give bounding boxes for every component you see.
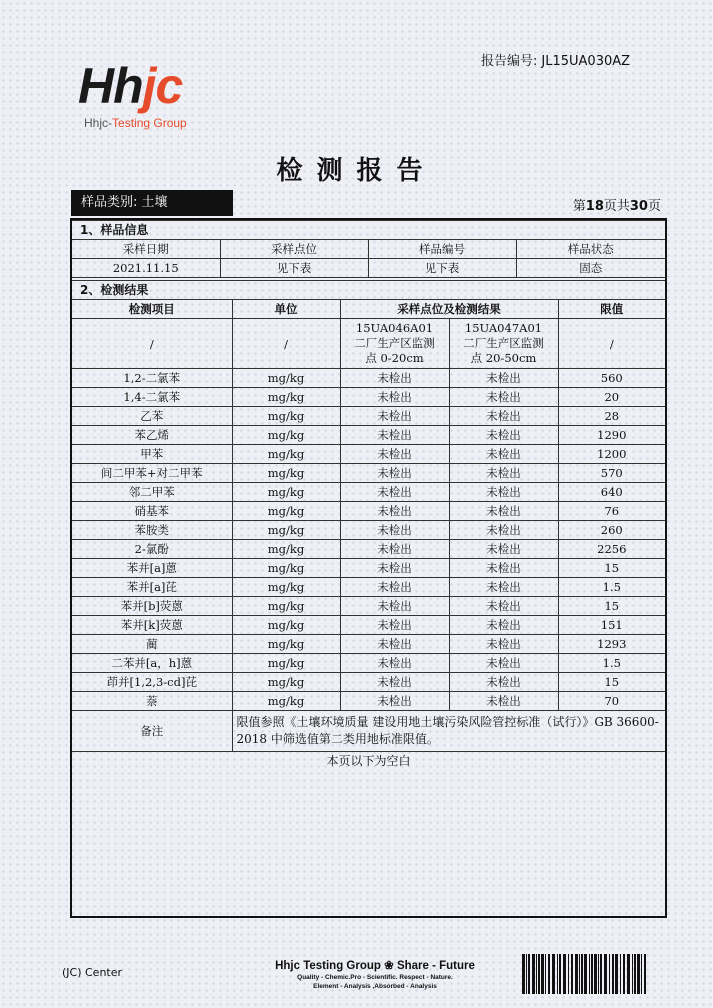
row-item: 苯并[a]芘 <box>72 578 232 597</box>
row-limit: 260 <box>558 521 665 540</box>
row-unit: mg/kg <box>232 464 340 483</box>
footer-slogan-line3: Element - Analysis ,Absorbed - Analysis <box>313 983 437 990</box>
sub-point-2: 15UA047A01 二厂生产区监测 点 20-50cm <box>449 319 558 369</box>
row-unit: mg/kg <box>232 692 340 711</box>
table-row <box>72 540 665 559</box>
row-limit: 560 <box>558 369 665 388</box>
row-result-1: 未检出 <box>340 673 449 692</box>
page-suffix: 页 <box>647 199 661 214</box>
row-unit: mg/kg <box>232 426 340 445</box>
row-result-1: 未检出 <box>340 426 449 445</box>
page-total: 30 <box>629 199 648 214</box>
row-result-2: 未检出 <box>449 673 558 692</box>
row-result-2: 未检出 <box>449 616 558 635</box>
row-item: 甲苯 <box>72 445 232 464</box>
row-limit: 20 <box>558 388 665 407</box>
row-limit: 640 <box>558 483 665 502</box>
col-unit: 单位 <box>232 300 340 319</box>
row-result-1: 未检出 <box>340 559 449 578</box>
page-mid: 页共 <box>603 199 630 214</box>
row-unit: mg/kg <box>232 407 340 426</box>
row-result-1: 未检出 <box>340 616 449 635</box>
row-limit: 1.5 <box>558 578 665 597</box>
row-item: 苯并[k]荧蒽 <box>72 616 232 635</box>
row-result-2: 未检出 <box>449 654 558 673</box>
footer-slogan-line1: Hhjc Testing Group ❀ Share - Future <box>275 960 475 972</box>
row-item: 1,4-二氯苯 <box>72 388 232 407</box>
sample-info-section-title: 1、样品信息 <box>72 221 665 240</box>
logo-tag-a: Hhjc- <box>84 116 113 130</box>
blank-note: 本页以下为空白 <box>326 754 411 768</box>
row-limit: 570 <box>558 464 665 483</box>
table-row <box>72 388 665 407</box>
row-result-1: 未检出 <box>340 654 449 673</box>
sample-info-table <box>72 220 665 278</box>
col-sampling-date: 采样日期 <box>72 240 220 259</box>
row-unit: mg/kg <box>232 654 340 673</box>
logo-jc: jc <box>142 58 183 114</box>
row-result-2: 未检出 <box>449 464 558 483</box>
row-result-1: 未检出 <box>340 578 449 597</box>
remark-text: 限值参照《土壤环境质量 建设用地土壤污染风险管控标准（试行）》GB 36600-2018 中筛选值第二类用地标准限值。 <box>232 711 665 752</box>
report-number <box>481 50 630 69</box>
row-item: 苯并[a]蒽 <box>72 559 232 578</box>
row-limit: 15 <box>558 597 665 616</box>
table-row <box>72 521 665 540</box>
row-unit: mg/kg <box>232 369 340 388</box>
row-result-2: 未检出 <box>449 483 558 502</box>
row-unit: mg/kg <box>232 388 340 407</box>
document-title: 检测报告 <box>276 156 437 186</box>
sample-category: 样品类别: 土壤 <box>71 190 233 216</box>
row-unit: mg/kg <box>232 559 340 578</box>
row-unit: mg/kg <box>232 635 340 654</box>
table-row <box>72 578 665 597</box>
row-item: 间二甲苯+对二甲苯 <box>72 464 232 483</box>
row-limit: 76 <box>558 502 665 521</box>
footer-slogan-line2: Quality - Chemic.Pro - Scientific. Respect - Nature. <box>297 974 453 981</box>
row-item: 苯乙烯 <box>72 426 232 445</box>
table-row <box>72 635 665 654</box>
row-result-1: 未检出 <box>340 464 449 483</box>
page-indicator <box>573 195 661 214</box>
row-item: 邻二甲苯 <box>72 483 232 502</box>
row-item: 萘 <box>72 692 232 711</box>
company-logo <box>78 56 228 134</box>
row-result-1: 未检出 <box>340 597 449 616</box>
row-result-1: 未检出 <box>340 369 449 388</box>
report-number-label: 报告编号: <box>481 54 538 69</box>
row-result-1: 未检出 <box>340 483 449 502</box>
row-item: 苯胺类 <box>72 521 232 540</box>
row-unit: mg/kg <box>232 483 340 502</box>
sub-unit: / <box>232 319 340 369</box>
row-result-1: 未检出 <box>340 692 449 711</box>
row-result-2: 未检出 <box>449 445 558 464</box>
row-result-1: 未检出 <box>340 635 449 654</box>
logo-tag-b: Testing Group <box>112 116 187 130</box>
table-row <box>72 597 665 616</box>
table-row <box>72 426 665 445</box>
row-result-2: 未检出 <box>449 597 558 616</box>
table-row <box>72 559 665 578</box>
report-number-value: JL15UA030AZ <box>541 54 631 69</box>
row-unit: mg/kg <box>232 521 340 540</box>
table-row <box>72 654 665 673</box>
row-limit: 2256 <box>558 540 665 559</box>
col-sample-id: 样品编号 <box>368 240 516 259</box>
table-row <box>72 673 665 692</box>
row-limit: 1200 <box>558 445 665 464</box>
table-row <box>72 464 665 483</box>
row-result-1: 未检出 <box>340 407 449 426</box>
footer-slogan <box>275 958 475 990</box>
footer-center-label: (JC) Center <box>62 966 123 979</box>
row-limit: 15 <box>558 559 665 578</box>
results-section-title: 2、检测结果 <box>72 281 665 300</box>
row-result-2: 未检出 <box>449 540 558 559</box>
row-unit: mg/kg <box>232 578 340 597</box>
results-rows <box>72 369 665 711</box>
val-sampling-point: 见下表 <box>220 259 368 278</box>
results-table <box>72 280 665 770</box>
page-prefix: 第 <box>572 199 586 214</box>
row-result-1: 未检出 <box>340 388 449 407</box>
table-row <box>72 445 665 464</box>
row-result-2: 未检出 <box>449 635 558 654</box>
page-current: 18 <box>585 199 604 214</box>
col-sampling-point: 采样点位 <box>220 240 368 259</box>
row-unit: mg/kg <box>232 673 340 692</box>
row-item: 2-氯酚 <box>72 540 232 559</box>
row-result-2: 未检出 <box>449 388 558 407</box>
row-result-2: 未检出 <box>449 502 558 521</box>
row-limit: 28 <box>558 407 665 426</box>
col-test-item: 检测项目 <box>72 300 232 319</box>
val-sample-id: 见下表 <box>368 259 516 278</box>
remark-label: 备注 <box>72 711 232 752</box>
col-sample-state: 样品状态 <box>516 240 665 259</box>
logo-wordmark <box>78 56 182 116</box>
row-result-2: 未检出 <box>449 521 558 540</box>
row-unit: mg/kg <box>232 616 340 635</box>
table-row <box>72 369 665 388</box>
table-row <box>72 692 665 711</box>
row-limit: 151 <box>558 616 665 635</box>
row-unit: mg/kg <box>232 597 340 616</box>
barcode-icon <box>522 954 648 994</box>
row-item: 硝基苯 <box>72 502 232 521</box>
row-result-1: 未检出 <box>340 445 449 464</box>
row-limit: 1293 <box>558 635 665 654</box>
row-item: 二苯并[a，h]蒽 <box>72 654 232 673</box>
table-row <box>72 502 665 521</box>
row-item: 乙苯 <box>72 407 232 426</box>
row-result-2: 未检出 <box>449 578 558 597</box>
sub-limit: / <box>558 319 665 369</box>
row-result-2: 未检出 <box>449 426 558 445</box>
sub-item: / <box>72 319 232 369</box>
row-unit: mg/kg <box>232 540 340 559</box>
val-sample-state: 固态 <box>516 259 665 278</box>
table-row <box>72 407 665 426</box>
row-limit: 1290 <box>558 426 665 445</box>
row-result-1: 未检出 <box>340 540 449 559</box>
row-result-1: 未检出 <box>340 502 449 521</box>
row-item: 茚并[1,2,3-cd]芘 <box>72 673 232 692</box>
col-limit: 限值 <box>558 300 665 319</box>
row-item: 1,2-二氯苯 <box>72 369 232 388</box>
val-sampling-date: 2021.11.15 <box>72 259 220 278</box>
row-result-2: 未检出 <box>449 407 558 426</box>
row-result-2: 未检出 <box>449 369 558 388</box>
row-item: 蔺 <box>72 635 232 654</box>
row-limit: 1.5 <box>558 654 665 673</box>
row-unit: mg/kg <box>232 502 340 521</box>
table-row <box>72 483 665 502</box>
row-result-1: 未检出 <box>340 521 449 540</box>
row-unit: mg/kg <box>232 445 340 464</box>
logo-h: Hh <box>78 58 143 114</box>
logo-tagline <box>84 116 187 130</box>
row-limit: 70 <box>558 692 665 711</box>
sub-point-1: 15UA046A01 二厂生产区监测 点 0-20cm <box>340 319 449 369</box>
row-result-2: 未检出 <box>449 692 558 711</box>
row-item: 苯并[b]荧蒽 <box>72 597 232 616</box>
row-result-2: 未检出 <box>449 559 558 578</box>
table-row <box>72 616 665 635</box>
row-limit: 15 <box>558 673 665 692</box>
col-results: 采样点位及检测结果 <box>340 300 558 319</box>
